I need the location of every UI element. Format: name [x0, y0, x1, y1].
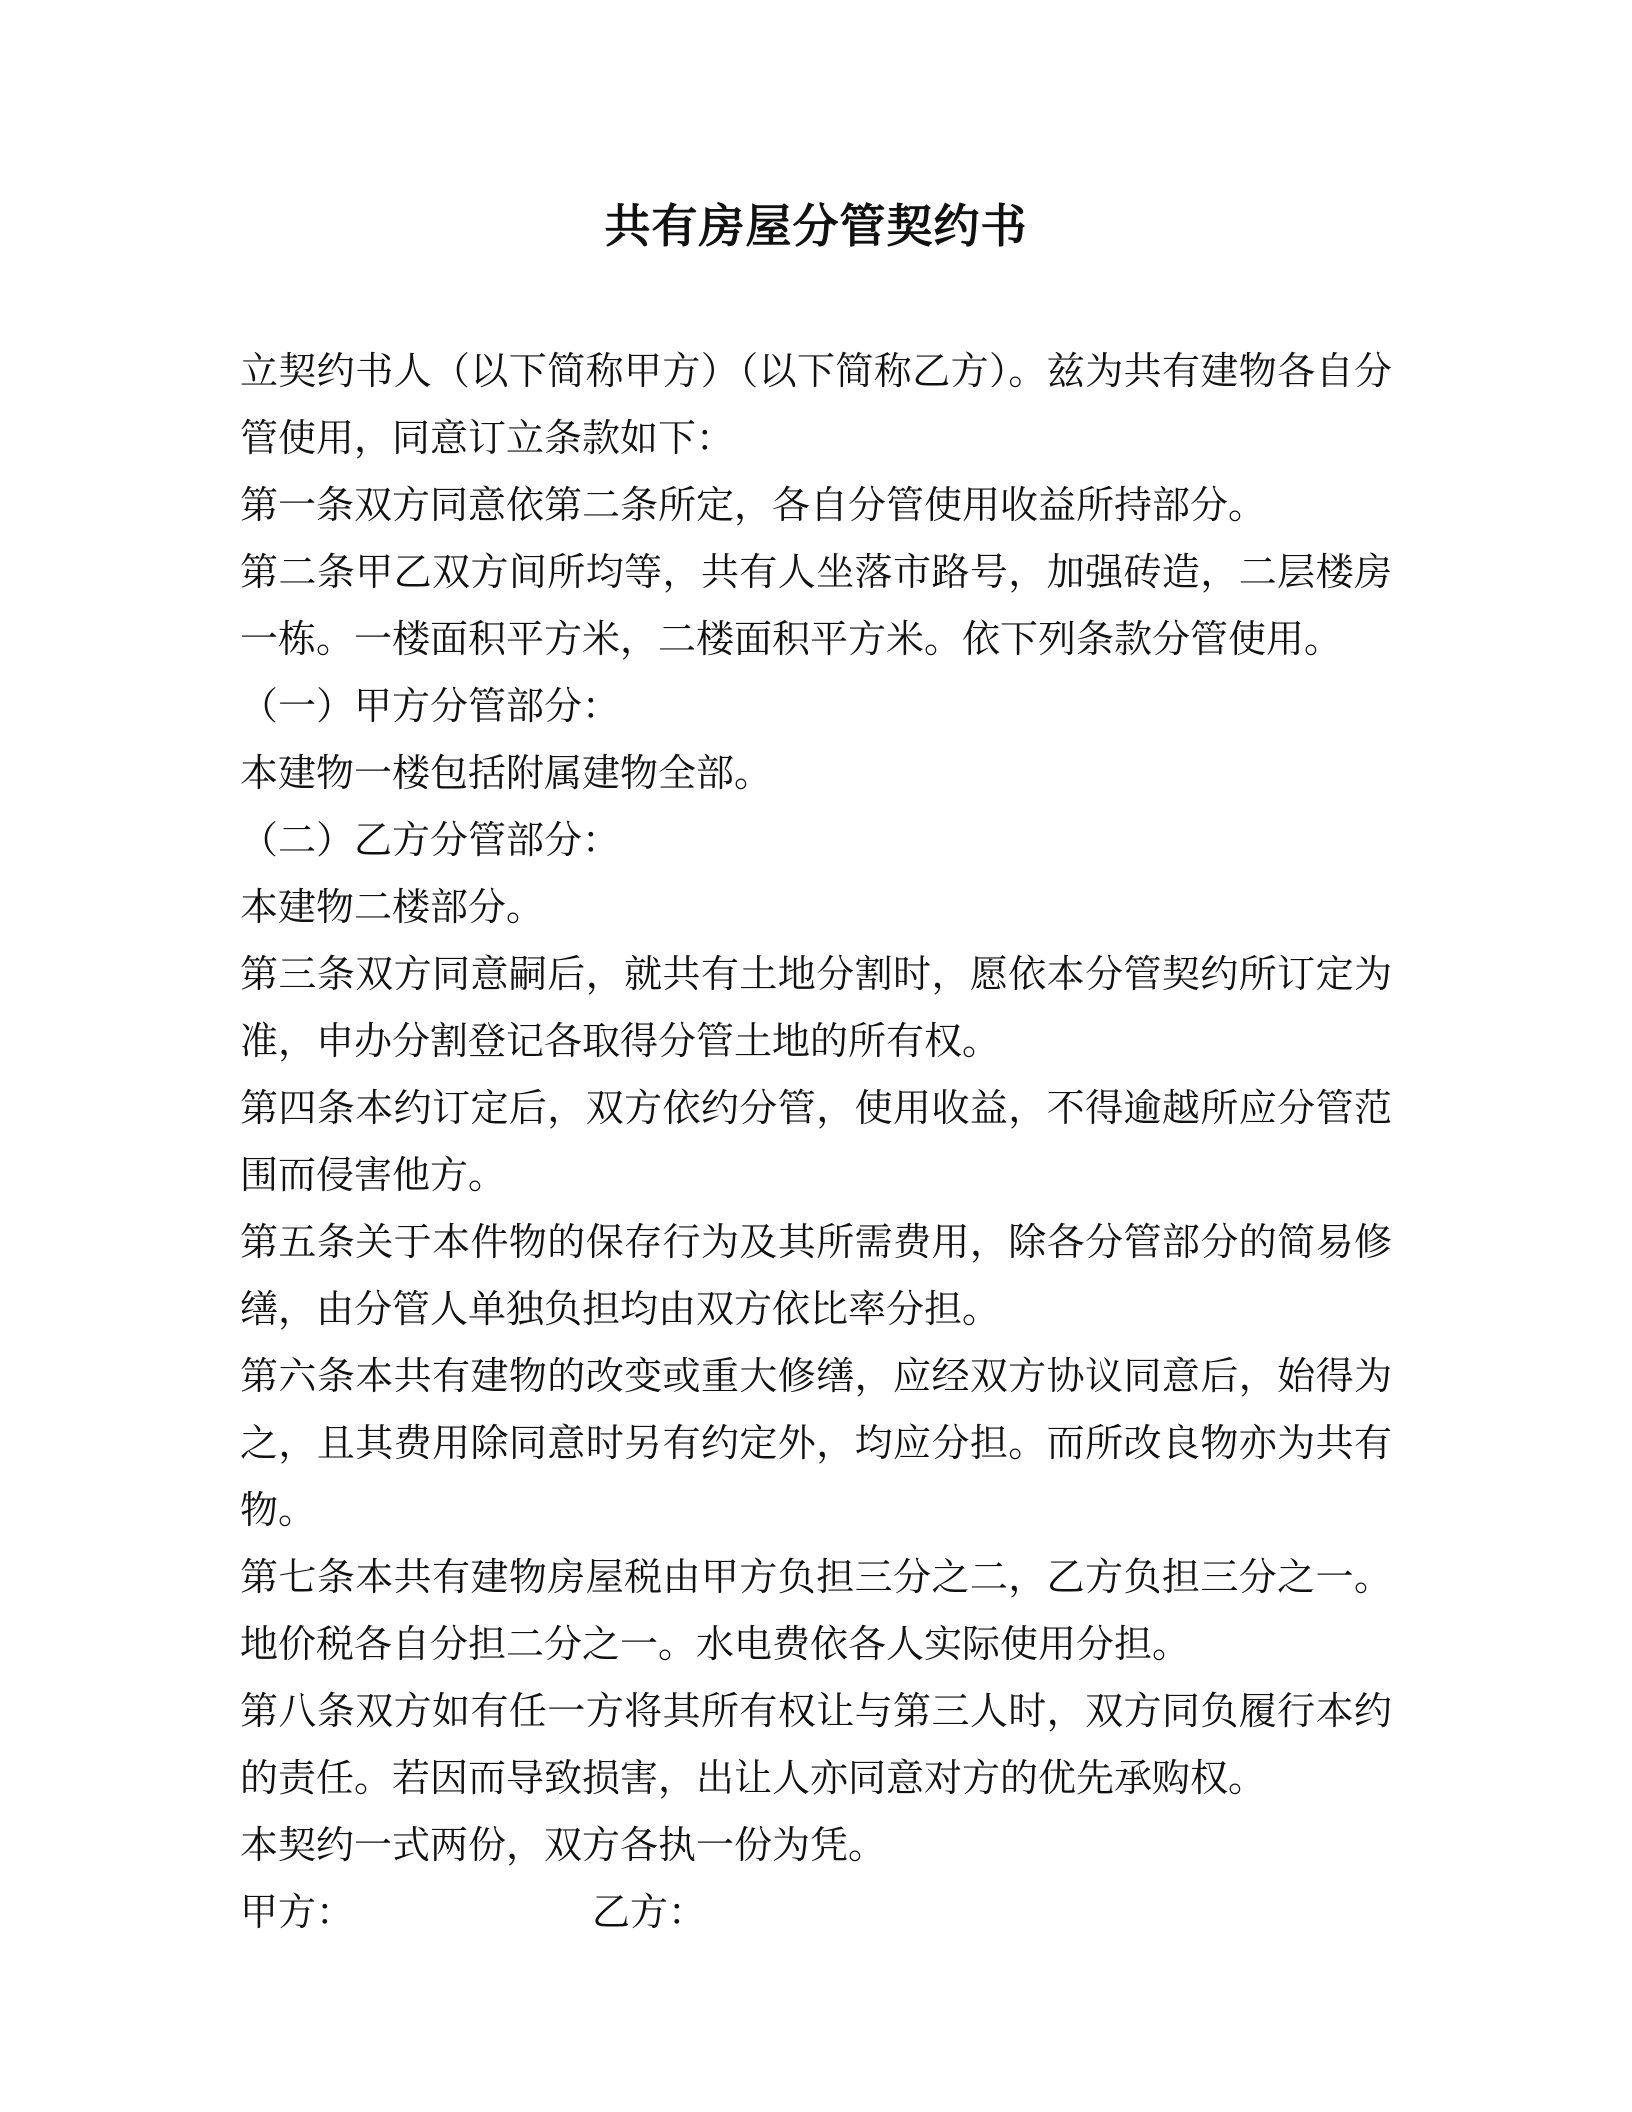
- preamble-paragraph: 立契约书人（以下简称甲方）（以下简称乙方）。兹为共有建物各自分管使用，同意订立条款如下：: [240, 349, 1392, 460]
- party-b-section-text: 本建物二楼部分。: [240, 885, 545, 929]
- article-3: 第三条双方同意嗣后，就共有土地分割时，愿依本分管契约所订定为准，申办分割登记各取得分管土地的所有权。: [240, 952, 1392, 1063]
- article-7: 第七条本共有建物房屋税由甲方负担三分之二，乙方负担三分之一。地价税各自分担二分之一。水电费依各人实际使用分担。: [240, 1555, 1392, 1666]
- party-a-signature-label: 甲方：: [240, 1890, 355, 1934]
- party-b-section-heading: （二）乙方分管部分：: [240, 818, 621, 862]
- article-1: 第一条双方同意依第二条所定，各自分管使用收益所持部分。: [240, 483, 1267, 527]
- copies-clause: 本契约一式两份，双方各执一份为凭。: [240, 1823, 887, 1867]
- signature-row: [240, 1879, 1392, 1946]
- article-8: 第八条双方如有任一方将其所有权让与第三人时，双方同负履行本约的责任。若因而导致损害，出让人亦同意对方的优先承购权。: [240, 1689, 1392, 1800]
- article-2: 第二条甲乙双方间所均等，共有人坐落市路号，加强砖造，二层楼房一栋。一楼面积平方米，二楼面积平方米。依下列条款分管使用。: [240, 550, 1392, 661]
- party-b-signature-label: 乙方：: [592, 1890, 707, 1934]
- article-4: 第四条本约订定后，双方依约分管，使用收益，不得逾越所应分管范围而侵害他方。: [240, 1086, 1392, 1197]
- article-5: 第五条关于本件物的保存行为及其所需费用，除各分管部分的简易修缮，由分管人单独负担均由双方依比率分担。: [240, 1220, 1392, 1331]
- document-body: [240, 338, 1392, 1946]
- party-a-section-heading: （一）甲方分管部分：: [240, 684, 621, 728]
- article-6: 第六条本共有建物的改变或重大修缮，应经双方协议同意后，始得为之，且其费用除同意时另有约定外，均应分担。而所改良物亦为共有物。: [240, 1354, 1392, 1532]
- party-a-section-text: 本建物一楼包括附属建物全部。: [240, 751, 773, 795]
- document-title: 共有房屋分管契约书: [604, 199, 1028, 253]
